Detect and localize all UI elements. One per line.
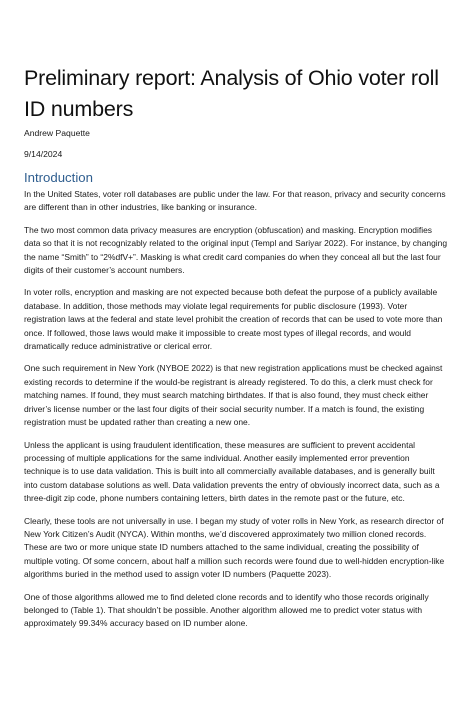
paragraph: One of those algorithms allowed me to find deleted clone records and to identify who those records originally belonged to (Table 1). That shouldn’t be possible. Another algorithm allowed me to predict voter status with approximately 99.34% accuracy based on ID number alone. <box>24 591 429 629</box>
section-heading-introduction: Introduction <box>24 170 93 185</box>
paragraph: Clearly, these tools are not universally in use. I began my study of voter rolls in New York, as research director of New York Citizen’s Audit (NYCA). Within months, we’d discovered approximately two million cloned records. These are two or more unique state ID numbers attached to the same individual, creating the possibility of multiple voting. Of some concern, about half a million such records were found due to well-hidden encryption-like algorithms buried in the method used to assign voter ID numbers (Paquette 2023). <box>24 515 445 580</box>
paragraph: In the United States, voter roll databases are public under the law. For that reason, privacy and security concerns are different than in other industries, like banking or insurance. <box>24 189 446 213</box>
paragraph: In voter rolls, encryption and masking are not expected because both defeat the purpose of a publicly available database. In addition, those methods may violate legal requirements for public disclosure (1993). Voter registration laws at the federal and state level prohibit the creation of records that can be used to vote more than once. If followed, those laws would make it impossible to create most types of illegal records, and would dramatically reduce administrative or clerical error. <box>24 287 443 352</box>
author-name: Andrew Paquette <box>24 128 90 138</box>
paragraph: Unless the applicant is using fraudulent identification, these measures are sufficient to prevent accidental processing of multiple applications for the same individual. Another easily implemented error prevention technique is to use data validation. This is built into all commercially available databases, and is generally built into custom database solutions as well. Data validation prevents the entry of obviously incorrect data, such as a three-digit zip code, phone numbers containing letters, birth dates in the remote past or the future, etc. <box>24 439 440 504</box>
document-body <box>24 63 448 631</box>
document-title: Preliminary report: Analysis of Ohio voter roll ID numbers <box>24 66 439 121</box>
paragraph: One such requirement in New York (NYBOE 2022) is that new registration applications must be checked against existing records to determine if the would-be registrant is already registered. To do this, a clerk must check for matching names. If found, they must search matching birthdates. If that is also found, they must check either driver’s license number or the last four digits of their social security number. If a match is found, the existing registration must be updated rather than creating a new one. <box>24 363 443 428</box>
document-date: 9/14/2024 <box>24 149 63 159</box>
paragraph: The two most common data privacy measures are encryption (obfuscation) and masking. Encryption modifies data so that it is not recognizably related to the original input (Templ and Sariyar 2022). For instance, by changing the name “Smith” to “2%dfV+”. Masking is what credit card companies do when they conceal all but the last four digits of their customer’s account numbers. <box>24 224 448 276</box>
